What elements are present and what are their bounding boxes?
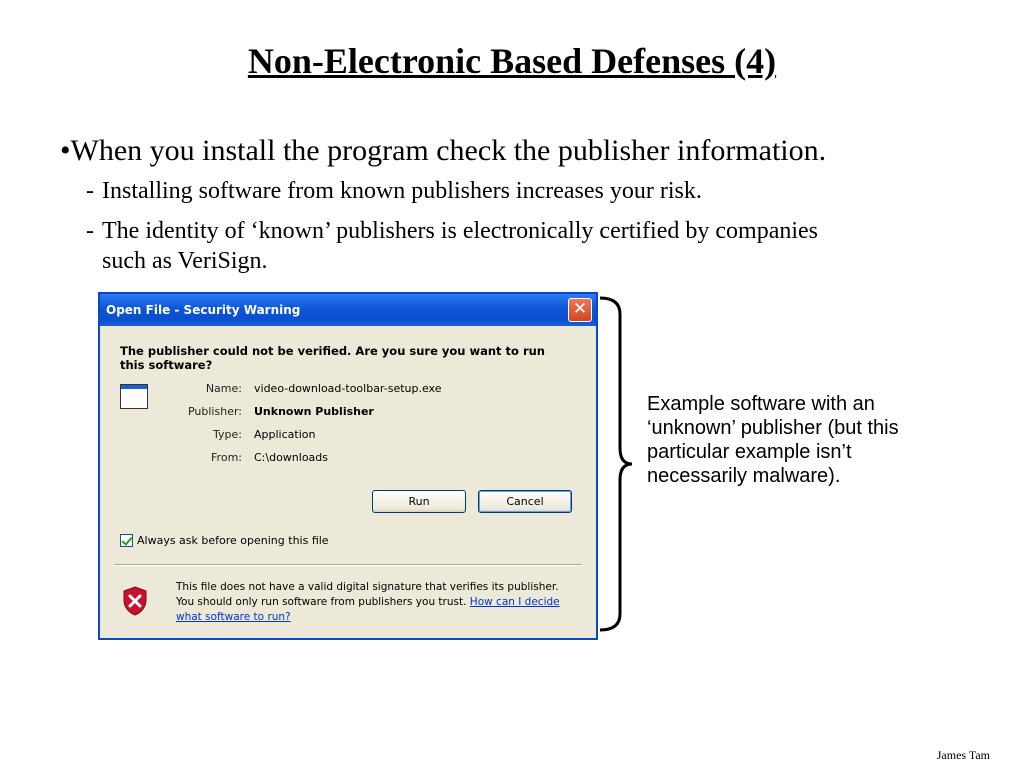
type-label: Type:	[213, 428, 242, 441]
help-link[interactable]: How can I decide what software to run?	[176, 596, 560, 623]
always-ask-checkbox[interactable]	[120, 534, 133, 547]
name-row	[160, 382, 442, 395]
dialog-titlebar[interactable]	[100, 294, 596, 326]
from-row	[160, 451, 328, 464]
application-file-icon	[120, 384, 148, 409]
signature-warning	[176, 580, 576, 625]
always-ask-label[interactable]: Always ask before opening this file	[137, 534, 329, 547]
publisher-value: Unknown Publisher	[254, 405, 374, 418]
close-button[interactable]: ✕	[568, 298, 592, 322]
security-warning-dialog	[98, 292, 598, 640]
bracket-shape	[598, 296, 638, 632]
sub-bullet-text: Installing software from known publishers increases your risk.	[102, 178, 702, 204]
type-row	[160, 428, 315, 441]
sub-bullet-text-line2: such as VeriSign.	[102, 248, 268, 274]
publisher-row	[160, 405, 374, 418]
sub-bullet-2	[86, 216, 966, 276]
dialog-title: Open File - Security Warning	[106, 303, 301, 317]
publisher-label: Publisher:	[187, 405, 242, 418]
main-bullet: •When you install the program check the publisher information.	[60, 134, 827, 167]
from-value: C:\downloads	[254, 451, 329, 464]
run-button[interactable]: Run	[372, 490, 466, 513]
type-value: Application	[254, 428, 316, 441]
dash-marker: -	[86, 178, 94, 204]
sub-bullet-1	[86, 178, 702, 205]
warning-message: This file does not have a valid digital signature that verifies its publisher. You should only run software from publishers you trust.	[176, 581, 559, 608]
sub-bullet-text-line1: The identity of ‘known’ publishers is electronically certified by companies	[102, 218, 819, 244]
name-value: video-download-toolbar-setup.exe	[254, 382, 442, 395]
publisher-question: The publisher could not be verified. Are you sure you want to run this software?	[120, 344, 545, 372]
dash-marker: -	[86, 218, 94, 244]
callout-text: Example software with an ‘unknown’ publisher (but this particular example isn’t necessarily malware).	[647, 393, 899, 487]
divider	[114, 564, 582, 566]
name-label: Name:	[205, 382, 242, 395]
cancel-button[interactable]: Cancel	[478, 490, 572, 513]
slide-title: Non-Electronic Based Defenses (4)	[247, 41, 777, 81]
from-label: From:	[211, 451, 242, 464]
shield-warning-icon	[122, 586, 148, 616]
footer-author: James Tam	[936, 748, 990, 762]
always-ask-row	[120, 534, 329, 547]
